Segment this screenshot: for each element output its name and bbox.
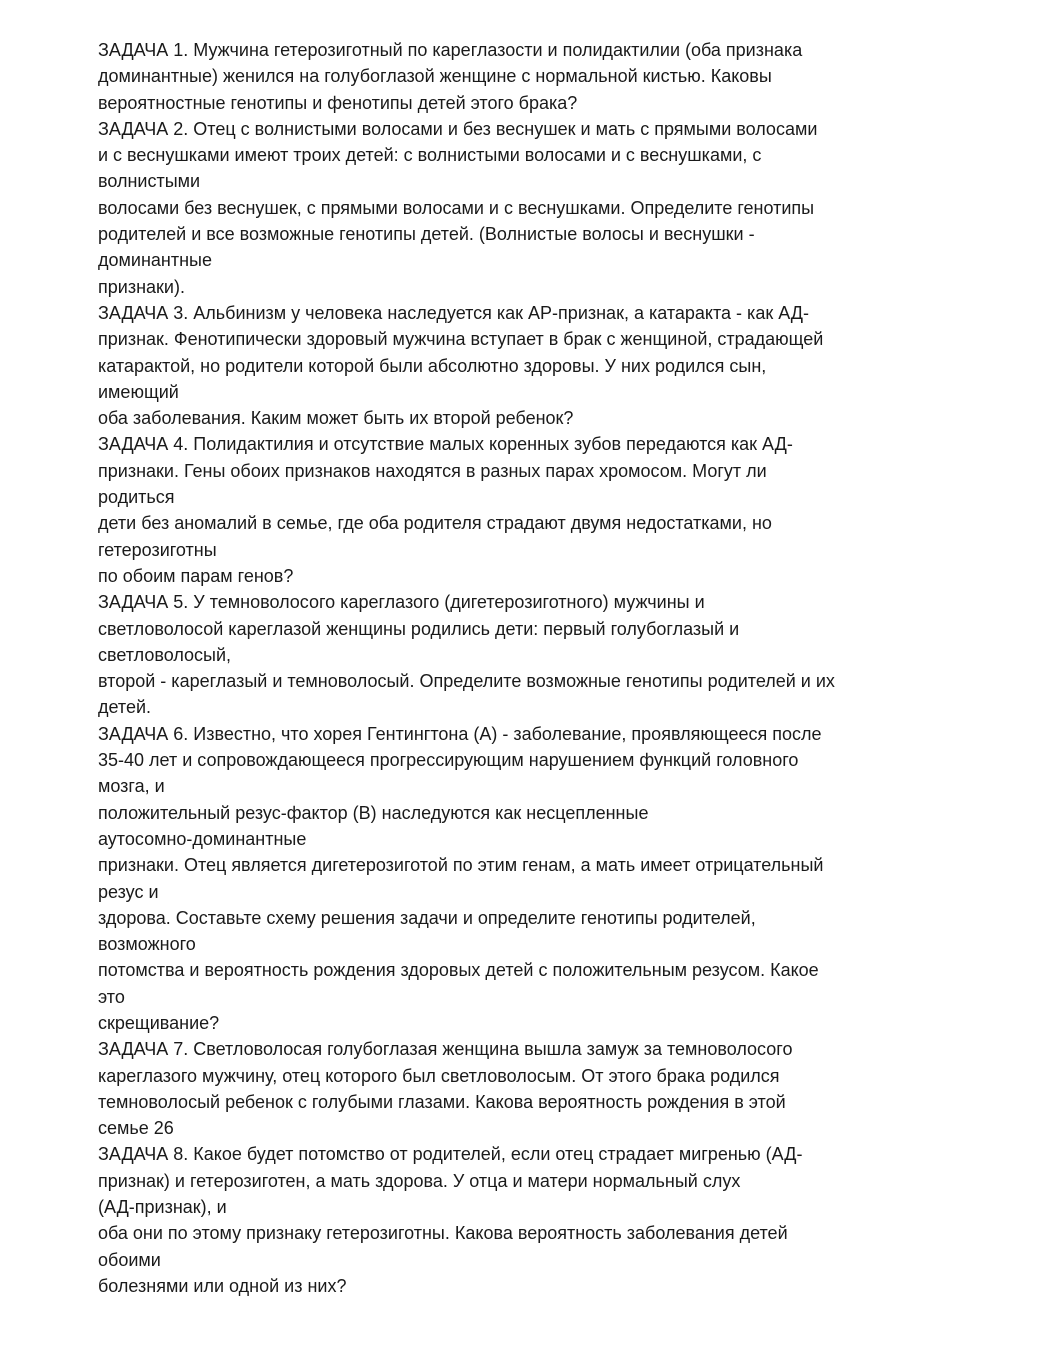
text-line: доминантные) женился на голубоглазой женщине с нормальной кистью. Каковы — [98, 66, 772, 87]
text-line: оба заболевания. Каким может быть их второй ребенок? — [98, 408, 574, 429]
text-line: светловолосой кареглазой женщины родились дети: первый голубоглазый и — [98, 618, 740, 639]
text-line: волнистыми — [98, 171, 201, 192]
text-line: признаки. Гены обоих признаков находятся в разных парах хромосом. Могут ли — [98, 460, 767, 481]
text-line: ЗАДАЧА 8. Какое будет потомство от родителей, если отец страдает мигренью (АД- — [98, 1144, 803, 1165]
text-line: признак) и гетерозиготен, а мать здорова. У отца и матери нормальный слух — [98, 1170, 741, 1191]
text-line: ЗАДАЧА 3. Альбинизм у человека наследуется как АР-признак, а катаракта - как АД- — [98, 302, 809, 323]
text-line: темноволосый ребенок с голубыми глазами. Какова вероятность рождения в этой — [98, 1091, 786, 1112]
text-line: имеющий — [98, 381, 179, 402]
text-line: ЗАДАЧА 7. Светловолосая голубоглазая женщина вышла замуж за темноволосого — [98, 1039, 793, 1060]
text-line — [98, 1299, 998, 1325]
text-line: семье 26 — [98, 1118, 174, 1139]
text-line: скрещивание? — [98, 1012, 220, 1033]
text-line: второй - кареглазый и темноволосый. Определите возможные генотипы родителей и их — [98, 671, 835, 692]
text-line: волосами без веснушек, с прямыми волосами и с веснушками. Определите генотипы — [98, 197, 815, 218]
text-line: обоими — [98, 1249, 161, 1270]
text-line: признак. Фенотипически здоровый мужчина вступает в брак с женщиной, страдающей — [98, 329, 824, 350]
text-line: ЗАДАЧА 4. Полидактилия и отсутствие малых коренных зубов передаются как АД- — [98, 434, 793, 455]
text-line: ЗАДАЧА 2. Отец с волнистыми волосами и без веснушек и мать с прямыми волосами — [98, 118, 818, 139]
text-line: это — [98, 986, 125, 1007]
text-line: вероятностные генотипы и фенотипы детей этого брака? — [98, 92, 578, 113]
text-line: (АД-признак), и — [98, 1197, 227, 1218]
text-line: оба они по этому признаку гетерозиготны. Какова вероятность заболевания детей — [98, 1223, 788, 1244]
text-line: ЗАДАЧА 1. Мужчина гетерозиготный по кареглазости и полидактилии (оба признака — [98, 40, 803, 60]
text-line: положительный резус-фактор (В) наследуются как несцепленные — [98, 802, 649, 823]
text-line: признаки). — [98, 276, 185, 297]
text-line: возможного — [98, 934, 196, 955]
text-line: ЗАДАЧА 6. Известно, что хорея Гентингтона (А) - заболевание, проявляющееся после — [98, 723, 822, 744]
text-line: здорова. Составьте схему решения задачи и определите генотипы родителей, — [98, 907, 756, 928]
text-line: доминантные — [98, 250, 212, 271]
text-line: болезнями или одной из них? — [98, 1275, 347, 1296]
text-line: и с веснушками имеют троих детей: с волнистыми волосами и с веснушками, с — [98, 145, 762, 166]
text-line: родиться — [98, 487, 175, 508]
text-line: дети без аномалий в семье, где оба родителя страдают двумя недостатками, но — [98, 513, 772, 534]
text-line: катарактой, но родители которой были абсолютно здоровы. У них родился сын, — [98, 355, 767, 376]
text-line: признаки. Отец является дигетерозиготой по этим генам, а мать имеет отрицательный — [98, 855, 824, 876]
text-line: резус и — [98, 881, 159, 902]
text-line: родителей и все возможные генотипы детей. (Волнистые волосы и веснушки - — [98, 224, 755, 245]
text-line: аутосомно-доминантные — [98, 828, 307, 849]
text-line: мозга, и — [98, 776, 165, 797]
text-line: ЗАДАЧА 5. У темноволосого кареглазого (дигетерозиготного) мужчины и — [98, 592, 705, 613]
text-line: 35-40 лет и сопровождающееся прогрессирующим нарушением функций головного — [98, 750, 799, 771]
text-line: кареглазого мужчину, отец которого был светловолосым. От этого брака родился — [98, 1065, 780, 1086]
document-page — [98, 37, 998, 1326]
text-line: по обоим парам генов? — [98, 565, 294, 586]
text-line: светловолосый, — [98, 644, 232, 665]
text-line: потомства и вероятность рождения здоровых детей с положительным резусом. Какое — [98, 960, 819, 981]
text-line: детей. — [98, 697, 152, 718]
text-line: гетерозиготны — [98, 539, 217, 560]
